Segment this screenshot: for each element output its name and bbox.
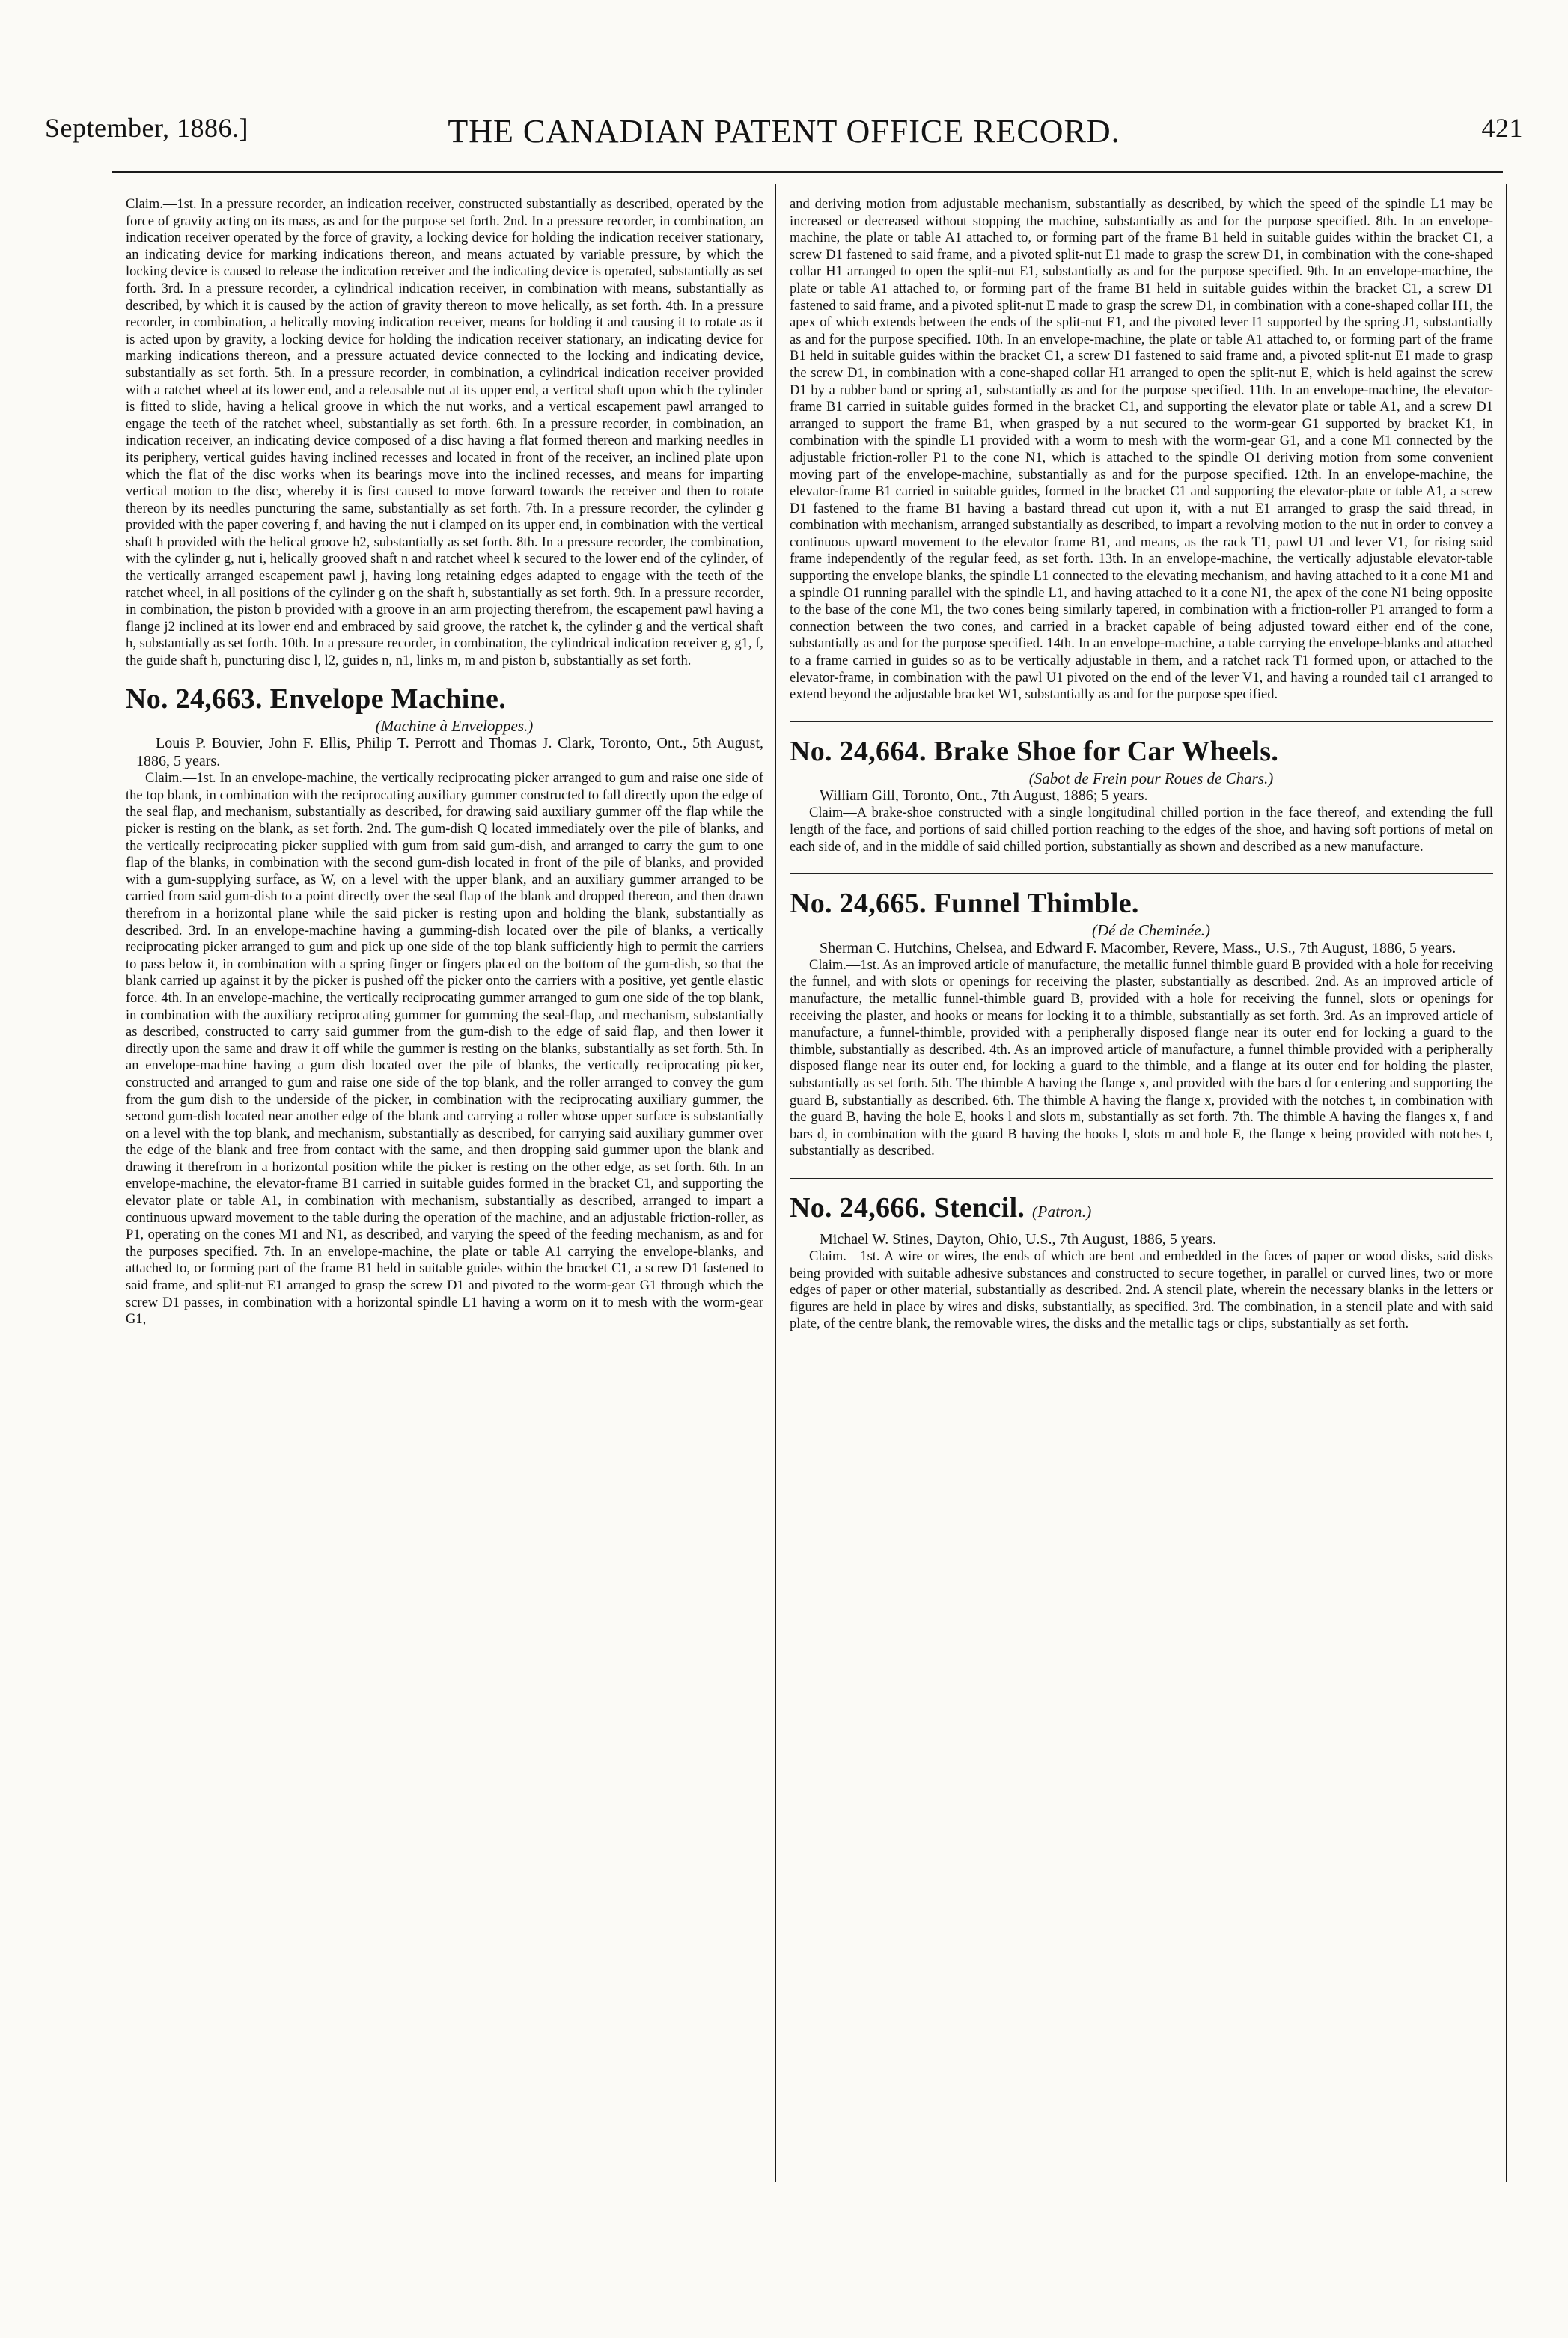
patent-inventors: Louis P. Bouvier, John F. Ellis, Philip T. Perrott and Thomas J. Clark, Toronto, Ont., 5th August, 1886, 5 years. (136, 735, 763, 770)
patent-name: Funnel Thimble. (933, 888, 1139, 920)
page-header (0, 112, 1568, 157)
claim-text-continued: Claim.—1st. In a pressure recorder, an indication receiver, constructed substantially as described, operated by the force of gravity acting on its mass, as and for the purpose set forth. 2nd. In a pressure recorder, in combination, an indication receiver operated by the force of gravity, a locking device for holding the indication receiver stationary, an indicating device for marking indications thereon, and means actuated by variable pressure, by which the locking device is caused to release the indication receiver and the indicating device is operated, substantially as set forth. 3rd. In a pressure recorder, a cylindrical indication receiver, in combination with means, substantially as described, by which it is caused by the action of gravity thereon to move helically, as set forth. 4th. In a pressure recorder, in combination, a helically moving indication receiver, means for holding it and causing it to rotate as it is acted upon by gravity, a locking device for holding the indication receiver stationary, an indicating device for marking indications thereon, and a pressure actuated device connected to the locking and indicating device, substantially as set forth. 5th. In a pressure recorder, in combination, a cylindrical indication receiver provided with a ratchet wheel at its lower end, and a releasable nut at its upper end, a vertical shaft upon which the cylinder is fitted to slide, having a helical groove in which the nut works, and a vertical escapement pawl arranged to engage the teeth of the ratchet wheel, substantially as set forth. 6th. In a pressure recorder, in combination, an indication receiver, an indicating device composed of a disc having a flat formed thereon and marking needles in its periphery, vertical guides having inclined recesses and located in front of the receiver, an inclined plate upon which the flat of the disc works when its bearings move into the inclined recesses, and means for imparting vertical motion to the disc, whereby it is first caused to move forward towards the receiver and then to rotate thereon by its needles puncturing the same, substantially as set forth. 7th. In a pressure recorder, the cylinder g provided with the paper covering f, and having the nut i clamped on its upper end, in combination with the vertical shaft h provided with the helical groove h2, substantially as set forth. 8th. In a pressure recorder, the combination, with the cylinder g, nut i, helically grooved shaft n and ratchet wheel k secured to the lower end of the cylinder, of the vertically arranged escapement pawl j, having long retaining edges adapted to engage with the teeth of the ratchet wheel, in all positions of the cylinder g on the shaft h, substantially as set forth. 9th. In a pressure recorder, in combination, the piston b provided with a groove in an arm projecting therefrom, the escapement pawl having a flange j2 inclined at its lower end and embraced by said groove, the ratchet k, the cylinder g and the vertical shaft h, substantially as set forth. 10th. In a pressure recorder, in combination, the cylindrical indication receiver g, g1, f, the guide shaft h, puncturing disc l, l2, guides n, n1, links m, m and piston b, substantially as set forth. (126, 197, 763, 669)
patent-name: Envelope Machine. (269, 683, 506, 715)
patent-number: No. 24,665. (790, 888, 927, 920)
patent-entry-24666 (790, 1191, 1493, 1333)
patent-french-title: (Patron.) (1032, 1202, 1092, 1221)
section-divider (790, 721, 1493, 722)
patent-heading (790, 1191, 1493, 1229)
patent-inventors: Michael W. Stines, Dayton, Ohio, U.S., 7th August, 1886, 5 years. (820, 1230, 1216, 1248)
patent-claim: Claim—A brake-shoe constructed with a single longitudinal chilled portion in the face thereof, and extending the full length of the face, and portions of said chilled portion reaching to the edges of the shoe, and having soft portions of metal on each side of, and in the middle of said chilled portion, substantially as shown and described as a new manufacture. (790, 805, 1493, 855)
header-rule (112, 171, 1503, 173)
patent-inventors: William Gill, Toronto, Ont., 7th August, 1886; 5 years. (820, 787, 1148, 805)
claim-text-continued: and deriving motion from adjustable mechanism, substantially as described, by which the speed of the spindle L1 may be increased or decreased without stopping the machine, substantially as and for the purpose specified. 8th. In an envelope-machine, the plate or table A1 attached to, or forming part of the frame B1 held in suitable guides within the bracket C1, a screw D1 fastened to said frame, and a pivoted split-nut E1 made to grasp the screw D1, in combination with the cone-shaped collar H1 arranged to open the split-nut E1, substantially as and for the purpose specified. 9th. In an envelope-machine, the plate or table A1 attached to, or forming part of the frame B1 held in suitable guides within the bracket C1, a screw D1 fastened to said frame, and a pivoted split-nut E made to grasp the screw D1, in combination with a cone-shaped collar H1, the apex of which extends between the ends of the split-nut E1, and the pivoted lever I1 supported by the spring J1, substantially as and for the purpose specified. 10th. In an envelope-machine, the plate or table A1 attached to, or forming part of the frame B1 held in suitable guides within the bracket C1, a screw D1 fastened to said frame and, a pivoted split-nut E1 made to grasp the screw D1, in combination with a cone-shaped collar H1 arranged to open the split-nut E, which is held against the screw D1 by a rubber band or spring a1, substantially as and for the purpose specified. 11th. In an envelope-machine, the elevator-frame B1 carried in suitable guides formed in the bracket C1, and supporting the elevator plate or table A1, and a screw D1 arranged to support the frame B1, when grasped by a nut secured to the worm-gear G1 supported by bracket K1, in combination with the spindle L1 provided with a worm to mesh with the worm-gear G1, and a cone M1 connected by the adjustable friction-roller P1 to the cone N1, which is attached to the spindle O1 deriving motion from some convenient moving part of the envelope-machine, substantially as and for the purpose specified. 12th. In an envelope-machine, the elevator-frame B1 carried in suitable guides, formed in the bracket C1 and supporting the elevator-plate or table A1, a screw D1 fastened to the frame B1 having a bastard thread cut upon it, with a nut E1 arranged to grasp the said thread, in combination with mechanism, arranged substantially as described, to impart a revolving motion to the nut in order to convey a continuous upward movement to the elevator frame B1, and means, as the rack T1, pawl U1 and lever V1, for rising said frame independently of the regular feed, as set forth. 13th. In an envelope-machine, the vertically adjustable elevator-table supporting the envelope blanks, the spindle L1 connected to the elevating mechanism, and having attached to it a cone M1 and a spindle O1 running parallel with the spindle L1, and having attached to it a cone N1, the apex of the cone N1 being opposite to the base of the cone M1, the two cones being similarly tapered, in combination with a friction-roller P1 arranged to form a connection between the two cones, and carried in a bracket capable of being adjusted toward either end of the cone, substantially as and for the purpose specified. 14th. In an envelope-machine, a table carrying the envelope-blanks and attached to a frame carried in guides so as to be vertically adjustable in them, and a ratchet rack T1 formed upon, or attached to the elevator-frame, in combination with the pawl U1 pivoted on the end of the lever V1, and having a rounded tail c1 arranged to extend beyond the adjustable bracket W1, substantially as and for the purpose specified. (790, 197, 1493, 703)
patent-french-title: (Dé de Cheminée.) (1091, 921, 1210, 940)
patent-heading (126, 682, 763, 716)
patent-number: No. 24,666. (790, 1191, 927, 1224)
patent-entry-24663 (126, 682, 763, 1328)
column-divider (775, 184, 776, 2182)
right-margin-rule (1506, 184, 1507, 2182)
patent-claim: Claim.—1st. A wire or wires, the ends of which are bent and embedded in the faces of paper or wood disks, said disks being provided with suitable adhesive substances and constructed to secure together, in parallel or curved lines, two or more edges of paper or other material, substantially as described. 2nd. A stencil plate, wherein the necessary blanks in the letters or figures are held in place by wires and disks, substantially, as specified. 3rd. The combination, in a stencil plate and with said plate, of the centre blank, the removable wires, the disks and the metallic tags or clips, substantially as set forth. (790, 1248, 1493, 1332)
patent-claim: Claim.—1st. In an envelope-machine, the vertically reciprocating picker arranged to gum and raise one side of the top blank, in combination with the reciprocating auxiliary gummer constructed to fall directly upon the edge of the seal flap, and mechanism, substantially as described, for drawing said auxiliary gummer off the flap while the picker is resting on the blank, as set forth. 2nd. The gum-dish Q located immediately over the pile of blanks, and the vertically reciprocating picker supplied with gum from said gum-dish, and arranged to carry the gum to one flap of the blanks, in combination with the second gum-dish located in front of the pile of blanks, and provided with a gum-supplying surface, as W, on a level with the upper blank, and an auxiliary gummer arranged to be carried from said gum-dish to a point directly over the seal flap of the blank and dropped thereon, and then drawn therefrom in a horizontal plane while the said picker is resting upon and holding the blank, substantially as described. 3rd. In an envelope-machine having a gumming-dish located over the pile of blanks, a vertically reciprocating picker arranged to gum and pick up one side of the top blank sufficiently high to permit the carriers to pass below it, in combination with a spring finger or fingers placed on the bottom of the gum-dish, so that the blank carried up against it by the picker is pushed off the picker onto the carriers with a positive, yet gentle elastic force. 4th. In an envelope-machine, the vertically reciprocating gummer arranged to gum one side of the top blank, in combination with the auxiliary reciprocating gummer for gumming the seal-flap, and mechanism, substantially as described, constructed to carry said gummer from the gum-dish to the edge of said flap, and then lower it directly upon the same and draw it off while the gummer is resting on the blanks, substantially as set forth. 5th. In an envelope-machine having a gum dish located over the pile of blanks, the vertically reciprocating picker, constructed and arranged to gum and raise one side of the top blank, and the roller arranged to convey the gum from the gum dish to the underside of the picker, in combination with the reciprocating auxiliary gummer, the second gum-dish located near another edge of the blank and carrying a roller whose upper surface is substantially on a level with the top blank, and mechanism, substantially as described, for carrying said auxiliary gummer over the edge of the blank and free from contact with the same, and then dropping said gummer upon the blank and drawing it therefrom in a horizontal position while the picker is resting on the other edge, as set forth. 6th. In an envelope-machine, the elevator-frame B1 carried in suitable guides formed in the bracket C1, and supporting the elevator plate or table A1, in combination with mechanism, substantially as described, arranged to impart a continuous upward movement to the table during the operation of the machine, and an adjustable friction-roller, as P1, operating on the cones M1 and N1, as described, and varying the speed of the feeding mechanism, as and for the purposes specified. 7th. In an envelope-machine, the plate or table A1 carrying the envelope-blanks, and attached to, or forming part of the frame B1 held in suitable guides within the bracket C1, a screw D1 fastened to said frame, and split-nut E1 arranged to grasp the screw D1 and pivoted to the worm-gear G1 through which the screw D1 passes, in combination with a horizontal spindle L1 having a worm on it to mesh with the worm-gear G1, (126, 771, 763, 1328)
right-column (790, 196, 1493, 1333)
patent-name: Brake Shoe for Car Wheels. (933, 735, 1279, 767)
patent-name: Stencil. (933, 1191, 1025, 1224)
left-column (126, 196, 763, 1328)
patent-french-title: (Sabot de Frein pour Roues de Chars.) (1028, 769, 1274, 787)
patent-entry-24665 (790, 886, 1493, 1160)
patent-number: No. 24,663. (126, 683, 263, 715)
section-divider (790, 1178, 1493, 1179)
patent-french-title: (Machine à Enveloppes.) (375, 716, 534, 735)
patent-claim: Claim.—1st. As an improved article of manufacture, the metallic funnel thimble guard B provided with a hole for receiving the funnel, and with slots or openings for receiving the plaster, substantially as described. 2nd. As an improved article of manufacture, the metallic funnel-thimble guard B, provided with a hole for receiving the funnel, slots or openings for receiving the plaster, and hooks or means for locking it to a thimble, substantially as set forth. 3rd. As an improved article of manufacture, a funnel-thimble, provided with a peripherally disposed flange near its outer end for locking a guard to the thimble, substantially as described. 4th. As an improved article of manufacture, a funnel thimble provided with a peripherally disposed flange near its outer end, for locking a guard to the thimble, and a flange at its outer end for holding the plaster, substantially as set forth. 5th. The thimble A having the flange x, and provided with the bars d for centering and supporting the guard B, substantially as described. 6th. The thimble A having the flange x, provided with the notches t, in combination with the guard B, having the hole E, hooks l and slots m, substantially as set forth. 7th. The thimble A having the flanges x, f and bars d, in combination with the guard B having the hooks l, slots m and hole E, the flange x being provided with notches t, substantially as described. (790, 957, 1493, 1159)
page-number: 421 (1481, 113, 1523, 143)
journal-title: THE CANADIAN PATENT OFFICE RECORD. (448, 113, 1120, 150)
section-divider (790, 873, 1493, 874)
patent-heading (790, 734, 1493, 769)
issue-date: September, 1886.] (45, 113, 248, 143)
patent-heading (790, 886, 1493, 921)
patent-inventors: Sherman C. Hutchins, Chelsea, and Edward F. Macomber, Revere, Mass., U.S., 7th August, 1886, 5 years. (820, 939, 1456, 956)
patent-entry-24664 (790, 734, 1493, 855)
patent-number: No. 24,664. (790, 735, 927, 767)
